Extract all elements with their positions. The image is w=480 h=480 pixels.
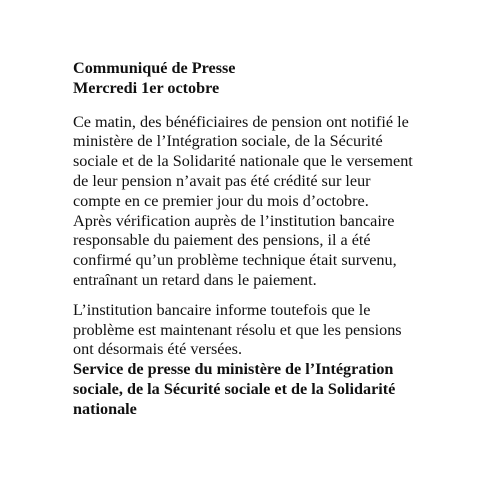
press-release-heading	[73, 59, 418, 99]
press-service-signature: Service de presse du ministère de l’Intégration sociale, de la Sécurité sociale et de la Solidarité nationale	[73, 360, 396, 418]
press-release-document	[73, 59, 418, 420]
press-release-date: Mercredi 1er octobre	[73, 78, 220, 97]
press-release-title: Communiqué de Presse	[73, 59, 236, 77]
body-paragraph-2: Après vérification auprès de l’institution bancaire responsable du paiement des pensions, il a été confirmé qu’un problème technique était survenu, entraînant un retard dans le paiement.	[73, 211, 397, 289]
body-paragraph-3: L’institution bancaire informe toutefois que le problème est maintenant résolu et que les pensions ont désormais été versées.	[73, 300, 402, 359]
body-paragraph-1: Ce matin, des bénéficiaires de pension ont notifié le ministère de l’Intégration sociale, de la Sécurité sociale et de la Solidarité nationale que le versement de leur pension n’avait pas été crédité sur leur compte en ce premier jour du mois d’octobre.	[73, 112, 413, 210]
